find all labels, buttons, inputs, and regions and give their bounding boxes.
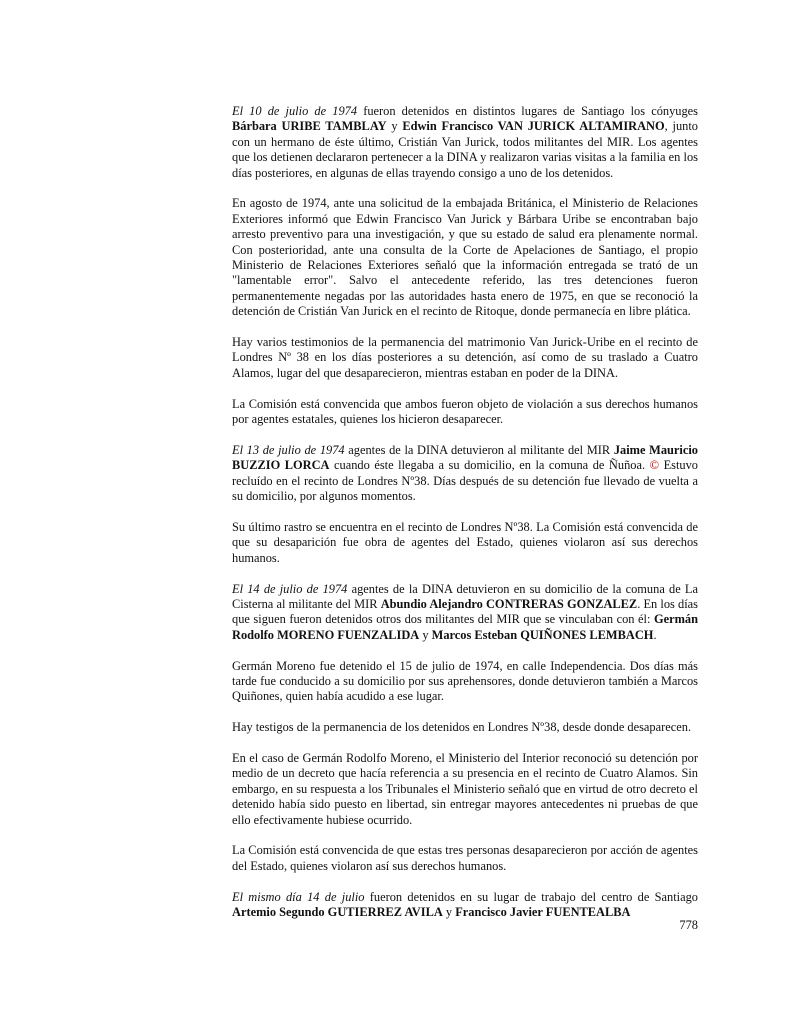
paragraph-testimonios-londres: Hay varios testimonios de la permanencia del matrimonio Van Jurick-Uribe en el recinto de Londres Nº 38 en los días posteriores a su detención, así como de su traslado a Cuatro Alamos, lugar del que desaparecieron, mientras estaban en poder de la DINA. — [232, 335, 698, 380]
victim-name-contreras: Abundio Alejandro CONTRERAS GONZALEZ — [380, 596, 638, 611]
paragraph-testigos: Hay testigos de la permanencia de los detenidos en Londres Nº38, desde donde desaparecen. — [232, 720, 692, 735]
victim-name-quinones: Marcos Esteban QUIÑONES LEMBACH — [431, 627, 654, 642]
date-13-julio: El 13 de julio de 1974 — [232, 442, 345, 457]
paragraph-conviccion-1: La Comisión está convencida que ambos fueron objeto de violación a sus derechos humanos por agentes estatales, quienes los hicieron desaparecer. — [232, 396, 698, 427]
victim-name-van-jurick: Edwin Francisco VAN JURICK ALTAMIRANO — [402, 119, 665, 134]
date-14-julio: El 14 de julio de 1974 — [232, 581, 348, 596]
victim-name-moreno: Germán Rodolfo MORENO FUENZALIDA — [232, 612, 698, 642]
victim-name-gutierrez: Artemio Segundo GUTIERREZ AVILA — [232, 904, 443, 919]
paragraph-embajada-britanica: En agosto de 1974, ante una solicitud de la embajada Británica, el Ministerio de Relaciones Exteriores informó que Edwin Francisco Van Jurick y Bárbara Uribe se encontraban bajo arresto preventivo para una investigación, y que su estado de salud era plenamente normal. Con posterioridad, ante una consulta de la Corte de Apelaciones de Santiago, el propio Ministerio de Relaciones Exteriores señaló que la información entregada se trató de un "lamentable error". Salvo el antecedente referido, las tres detenciones fueron permanentemente negadas por las autoridades hasta enero de 1975, en que se reconoció la detención de Cristián Van Jurick en el recinto de Ritoque, donde permanecía en libre plática. — [232, 196, 698, 319]
date-mismo-dia: El mismo día 14 de julio — [232, 889, 365, 904]
paragraph-gutierrez-fuentealba: El mismo día 14 de julio fueron detenidos en su lugar de trabajo del centro de Santiago Artemio Segundo GUTIERREZ AVILA y Francisco Javier FUENTEALBA — [232, 889, 698, 919]
paragraph-contreras: El 14 de julio de 1974 agentes de la DINA detuvieron en su domicilio de la comuna de La Cisterna al militante del MIR Abundio Alejandro CONTRERAS GONZALEZ. En los días que siguen fueron detenidos otros dos militantes del MIR que se vinculaban con él: Germán Rodolfo MORENO FUENZALIDA y Marcos Esteban QUIÑONES LEMBACH. — [232, 581, 698, 642]
document-page — [232, 104, 698, 920]
victim-name-uribe: Bárbara URIBE TAMBLAY — [232, 119, 387, 134]
paragraph-van-jurick-uribe: El 10 de julio de 1974 fueron detenidos en distintos lugares de Santiago los cónyuges Bárbara URIBE TAMBLAY y Edwin Francisco VAN JURICK ALTAMIRANO, junto con un hermano de éste último, Cristián Van Jurick, todos militantes del MIR. Los agentes que los detienen declararon pertenecer a la DINA y realizaron varias visitas a la familia en los días posteriores, en algunas de ellas trayendo consigo a uno de los detenidos. — [232, 104, 699, 180]
page-number: 778 — [679, 918, 698, 932]
paragraph-conviccion-2: La Comisión está convencida de que estas tres personas desaparecieron por acción de agentes del Estado, quienes violaron así sus derechos humanos. — [232, 843, 698, 873]
copyright-mark: © — [649, 458, 660, 473]
paragraph-ultimo-rastro: Su último rastro se encuentra en el recinto de Londres Nº38. La Comisión está convencida de que su desaparición fue obra de agentes del Estado, quienes violaron así sus derechos humanos. — [232, 519, 698, 565]
paragraph-german-moreno: Germán Moreno fue detenido el 15 de julio de 1974, en calle Independencia. Dos días más tarde fue conducido a su domicilio por sus aprehensores, donde detuvieron también a Marcos Quiñones, quien había acudido a ese lugar. — [232, 658, 698, 704]
victim-name-buzzio: Jaime Mauricio BUZZIO LORCA — [232, 442, 699, 473]
paragraph-buzzio: El 13 de julio de 1974 agentes de la DINA detuvieron al militante del MIR Jaime Mauricio BUZZIO LORCA cuando éste llegaba a su domicilio, en la comuna de Ñuñoa. © Estuvo recluído en el recinto de Londres Nº38. Días después de su detención fue llevado de vuelta a su domicilio, por algunos momentos. — [232, 442, 699, 504]
date-10-julio: El 10 de julio de 1974 — [232, 104, 358, 118]
paragraph-ministerio-interior: En el caso de Germán Rodolfo Moreno, el Ministerio del Interior reconoció su detención por medio de un decreto que hacía referencia a su presencia en el recinto de Cuatro Alamos. Sin embargo, en su respuesta a los Tribunales el Ministerio señaló que en virtud de otro decreto el detenido había sido puesto en libertad, sin entregar mayores antecedentes ni pruebas de que ello efectivamente hubiese ocurrido. — [232, 750, 698, 827]
victim-name-fuentealba: Francisco Javier FUENTEALBA — [455, 904, 631, 919]
